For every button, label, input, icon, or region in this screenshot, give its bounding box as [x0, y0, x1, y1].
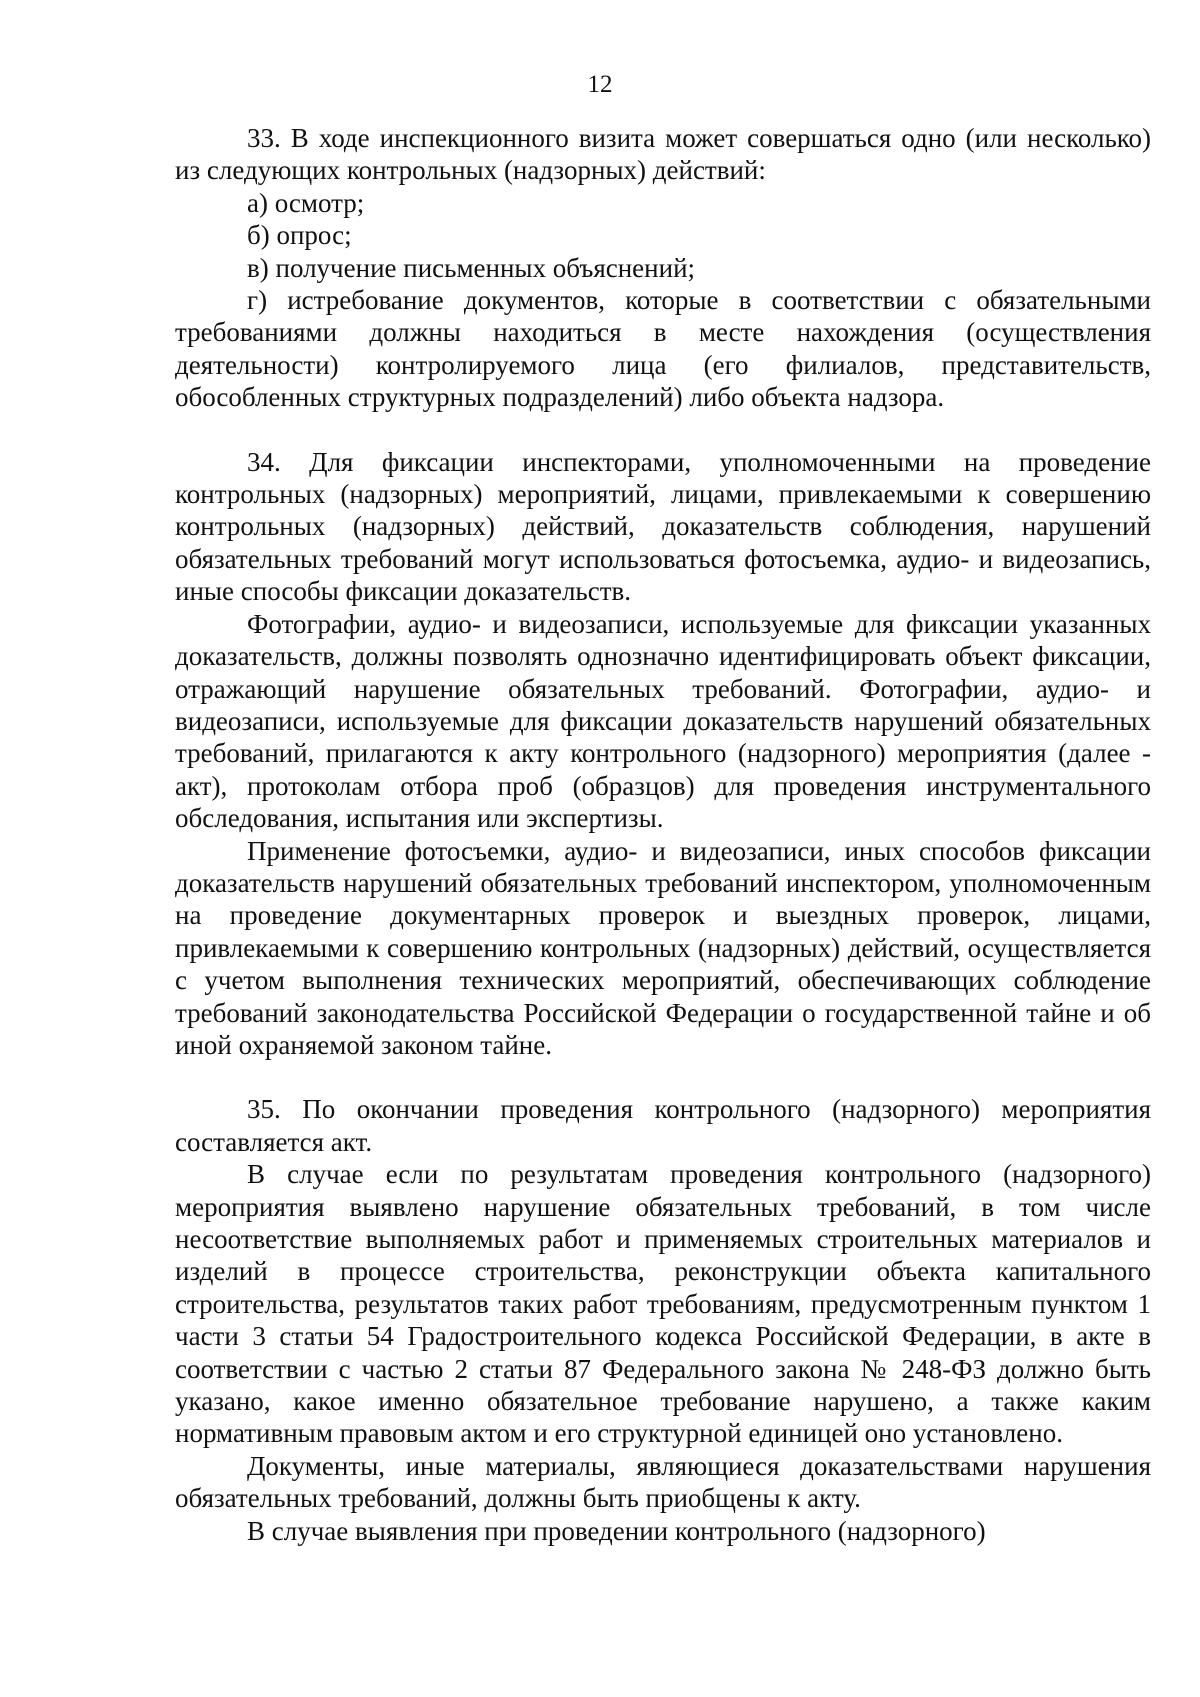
section-33-intro: 33. В ходе инспекционного визита может совершаться одно (или несколько) из следующих контрольных (надзорных) действий: [175, 123, 1151, 186]
list-item: б) опрос; [247, 220, 352, 251]
section-35-paragraph: 35. По окончании проведения контрольного (надзорного) мероприятия составляется акт. [175, 1094, 1151, 1157]
list-item: г) истребование документов, которые в соответствии с обязательными требованиями должны находиться в месте нахождения (осуществления деятельности) контролируемого лица (его филиалов, представительств, обособленных структурных подразделений) либо объекта надзора. [175, 285, 1151, 413]
list-item: а) осмотр; [247, 187, 365, 218]
section-35-paragraph: В случае если по результатам проведения контрольного (надзорного) мероприятия выявлено нарушение обязательных требований, в том числе несоответствие выполняемых работ и применяемых строительных материалов и изделий в процессе строительства, реконструкции объекта капитального строительства, результатов таких работ требованиям, предусмотренным пунктом 1 части 3 статьи 54 Градостроительного кодекса Российской Федерации, в акте в соответствии с частью 2 статьи 87 Федерального закона № 248-ФЗ должно быть указано, какое именно обязательное требование нарушено, а также каким нормативным правовым актом и его структурной единицей оно установлено. [175, 1159, 1151, 1449]
section-35-paragraph: В случае выявления при проведении контрольного (надзорного) [247, 1515, 986, 1546]
section-34-paragraph: 34. Для фиксации инспекторами, уполномоченными на проведение контрольных (надзорных) мероприятий, лицами, привлекаемыми к совершению контрольных (надзорных) действий, доказательств соблюдения, нарушений обязательных требований могут использоваться фотосъемка, аудио- и видеозапись, иные способы фиксации доказательств. [175, 446, 1151, 607]
page-number: 12 [587, 71, 613, 98]
section-gap [175, 414, 1151, 446]
section-34-paragraph: Фотографии, аудио- и видеозаписи, используемые для фиксации указанных доказательств, должны позволять однозначно идентифицировать объект фиксации, отражающий нарушение обязательных требований. Фотографии, аудио- и видеозаписи, используемые для фиксации доказательств нарушений обязательных требований, прилагаются к акту контрольного (надзорного) мероприятия (далее - акт), протоколам отбора проб (образцов) для проведения инструментального обследования, испытания или экспертизы. [175, 608, 1151, 834]
document-body [175, 122, 1151, 1547]
section-gap [175, 1061, 1151, 1093]
list-item: в) получение письменных объяснений; [247, 252, 696, 283]
section-35-paragraph: Документы, иные материалы, являющиеся доказательствами нарушения обязательных требований, должны быть приобщены к акту. [175, 1450, 1151, 1514]
section-34-paragraph: Применение фотосъемки, аудио- и видеозаписи, иных способов фиксации доказательств нарушений обязательных требований инспектором, уполномоченным на проведение документарных проверок и выездных проверок, лицами, привлекаемыми к совершению контрольных (надзорных) действий, осуществляется с учетом выполнения технических мероприятий, обеспечивающих соблюдение требований законодательства Российской Федерации о государственной тайне и об иной охраняемой законом тайне. [175, 835, 1151, 1060]
